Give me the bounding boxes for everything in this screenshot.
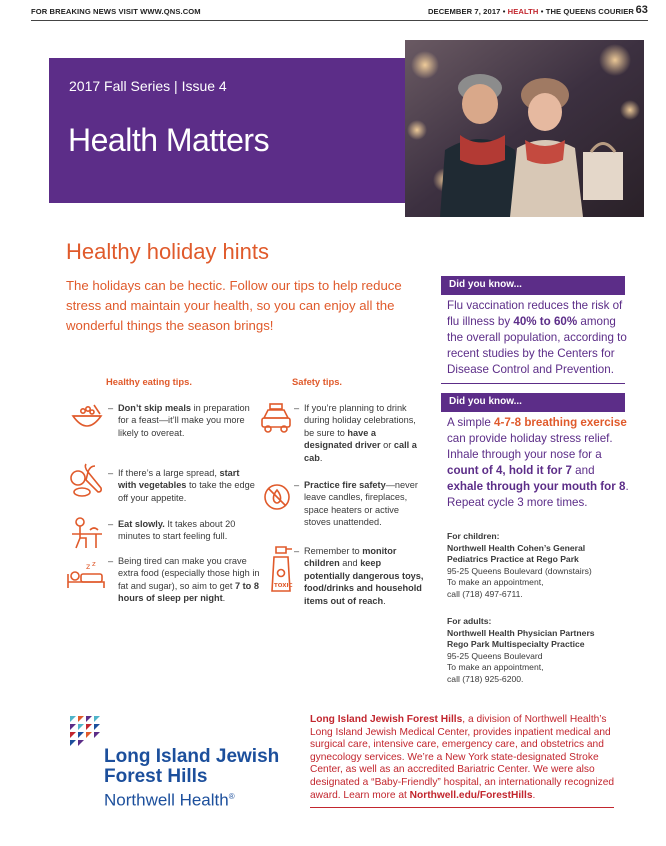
page-number: 63	[635, 4, 648, 16]
eating-tip: – Eat slowly. It takes about 20 minutes to start feeling full.	[108, 519, 236, 542]
dyk-flu-text: Flu vaccination reduces the risk of flu illness by 40% to 60% among the overall population, according to recent studies by the Centers for Disease Control and Prevention.	[447, 299, 627, 376]
series-label: 2017 Fall Series | Issue 4	[69, 78, 227, 94]
safety-heading: Safety tips.	[292, 376, 343, 387]
banner	[49, 58, 429, 203]
no-fire-icon	[262, 482, 292, 517]
about-rule	[310, 807, 614, 808]
logo-line2: Forest Hills	[104, 766, 208, 787]
safety-tip: – If you’re planning to drink during holiday celebrations, be sure to have a designated driver or call a cab.	[294, 403, 417, 463]
hints-intro: The holidays can be hectic. Follow our tips to help reduce stress and maintain your health, so you can enjoy all the wonderful things the season brings!	[66, 278, 402, 333]
about-text: Long Island Jewish Forest Hills, a division of Northwell Health’s Long Island Jewish Medical Center, provides inpatient medical and surgical care, intensive care, emergency care, and obstetrics and gynecology services. We’re a New York state-designated Stroke Center, as well as an accredited Bariatric Center. We were also designated a “Baby-Friendly” hospital, an internationally recognized award. Learn more at Northwell.edu/ForestHills.	[310, 714, 615, 801]
hospital-logo	[104, 747, 279, 811]
dyk-rule	[441, 411, 625, 412]
banner-title: Health Matters	[68, 122, 270, 158]
website-link[interactable]: Northwell.edu/ForestHills	[409, 789, 533, 801]
toxic-spray-icon	[266, 545, 296, 598]
header-section: HEALTH	[507, 7, 539, 16]
eating-heading: Healthy eating tips.	[106, 376, 192, 387]
eating-tip: – Don’t skip meals in preparation for a feast—it’ll make you more likely to overeat.	[108, 403, 250, 438]
eating-tip: – If there’s a large spread, start with vegetables to take the edge off your appetite.	[108, 468, 255, 503]
header-paper: THE QUEENS COURIER	[545, 7, 634, 16]
dyk-rule	[441, 383, 625, 384]
page-header	[31, 5, 648, 19]
header-rule	[31, 20, 648, 21]
safety-tip: – Remember to monitor children and keep potentially dangerous toys, food/drinks and household items out of reach.	[294, 546, 424, 606]
eating-tip: – Being tired can make you crave extra food (especially those high in fat and sugar), so aim to get 7 to 8 hours of sleep per night.	[108, 556, 260, 604]
adults-contact: For adults: Northwell Health Physician Partners Rego Park Multispecialty Practice 95-25 Queens Boulevard To make an appointment, call (718) 925-6200.	[447, 616, 595, 684]
dyk-heading: Did you know...	[441, 276, 625, 294]
taxi-icon	[260, 402, 292, 439]
header-left: FOR BREAKING NEWS VISIT WWW.QNS.COM	[31, 7, 201, 16]
svg-text:TOXIC: TOXIC	[274, 583, 293, 589]
sleeping-person-icon	[66, 560, 106, 597]
logo-line3: Northwell Health®	[104, 790, 235, 810]
header-date: DECEMBER 7, 2017	[427, 7, 501, 16]
safety-tip: – Practice fire safety—never leave candles, fireplaces, space heaters or active stoves unattended.	[294, 480, 418, 528]
hints-title: Healthy holiday hints	[66, 239, 270, 264]
dyk-breathing-text: A simple 4-7-8 breathing exercise can provide holiday stress relief. Inhale through your nose for a count of 4, hold it for 7 and exhale through your mouth for 8. Repeat cycle 3 more times.	[447, 416, 629, 509]
couple-shopping-photo	[405, 40, 644, 217]
header-right: DECEMBER 7, 2017 • HEALTH • THE QUEENS COURIER	[427, 7, 634, 16]
dyk-rule	[441, 294, 625, 295]
logo-line1: Long Island Jewish	[104, 746, 280, 767]
svg-text:z: z	[92, 560, 96, 568]
northwell-logo-mark	[70, 716, 104, 751]
bowl-icon	[70, 402, 104, 439]
children-contact: For children: Northwell Health Cohen’s General Pediatrics Practice at Rego Park 95-25 Queens Boulevard (downstairs) To make an appointment, call (718) 497-6711.	[447, 531, 592, 599]
svg-text:z: z	[86, 562, 91, 571]
eating-person-icon	[70, 516, 104, 555]
vegetables-icon	[68, 462, 106, 503]
dyk-heading: Did you know...	[441, 393, 625, 411]
